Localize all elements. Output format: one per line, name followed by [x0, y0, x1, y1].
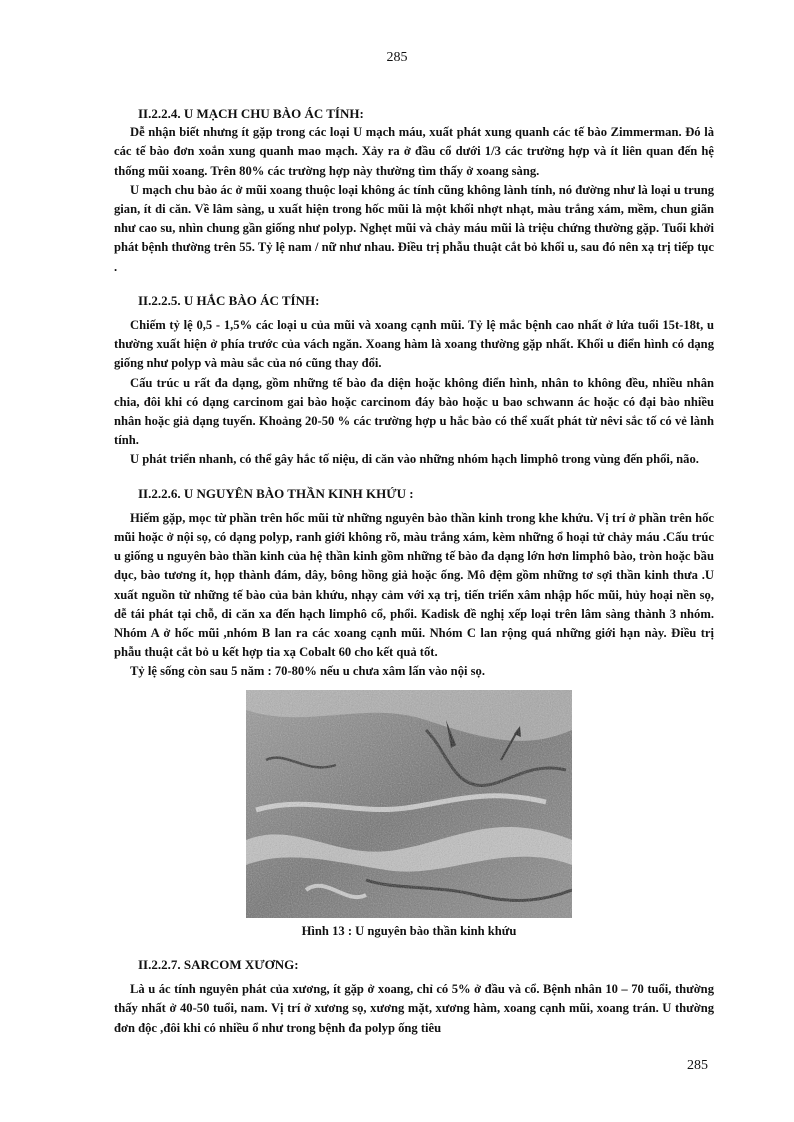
- paragraph: U phát triển nhanh, có thể gây hắc tố niệu, di căn vào những nhóm hạch limphô trong vùng đến phổi, não.: [130, 452, 699, 467]
- paragraph: Hiếm gặp, mọc từ phần trên hốc mũi từ những nguyên bào thần kinh trong khe khứu. Vị trí ở phần trên hốc mũi hoặc ở nội sọ, có dạng polyp, ranh giới không rõ, màu trắng xám, kèm những ổ hoại tử chảy máu .Cấu trúc u giống u nguyên bào thần kinh của hệ thần kinh gồm những tế bào đa dạng lớn hơn limphô bào, tròn hoặc bầu dục, bào tương ít, họp thành đám, dây, bông hồng giả hoặc ống. Mô đệm gồm những tơ sợi thần kinh thưa .U xuất nguồn từ những tế bào của bản khứu, nhạy cảm với xạ trị, tiến triển xâm nhập hốc mũi, hủy hoại nền sọ, dễ tái phát tại chỗ, di căn xa đến hạch limphô cổ, phổi. Kadisk đề nghị xếp loại trên lâm sàng thành 3 nhóm. Nhóm A ở hốc mũi ,nhóm B lan ra các xoang cạnh mũi. Nhóm C lan rộng quá những giới hạn này. Điều trị phẫu thuật cắt bỏ u kết hợp tia xạ Cobalt 60 cho kết quả tốt.: [114, 510, 714, 660]
- paragraph: Tỷ lệ sống còn sau 5 năm : 70-80% nếu u chưa xâm lấn vào nội sọ.: [130, 664, 485, 679]
- section-heading-4: II.2.2.7. SARCOM XƯƠNG:: [138, 956, 299, 972]
- paragraph: U mạch chu bào ác ở mũi xoang thuộc loại không ác tính cũng không lành tính, nó đường như là loại u trung gian, ít di căn. Về lâm sàng, u xuất hiện trong hốc mũi là một khối nhợt nhạt, màu trắng xám, mềm, chun giãn như cao su, nhìn chung gần giống như polyp. Nghẹt mũi và chảy máu mũi là triệu chứng thường gặp. Tuổi khởi phát bệnh thường trên 55. Tỷ lệ nam / nữ như nhau. Điều trị phẫu thuật cắt bỏ khối u, sau đó nên xạ trị tiếp tục .: [114, 182, 714, 274]
- figure-caption: Hình 13 : U nguyên bào thần kinh khứu: [301, 923, 517, 938]
- section-heading-2: II.2.2.5. U HẮC BÀO ÁC TÍNH:: [138, 292, 320, 308]
- paragraph: Chiếm tỷ lệ 0,5 - 1,5% các loại u của mũi và xoang cạnh mũi. Tỷ lệ mắc bệnh cao nhất ở lứa tuổi 15t-18t, u thường xuất hiện ở phía trước của vách ngăn. Xoang hàm là xoang thường gặp nhất. Khối u điển hình có dạng giống như polyp và màu sắc của nó cũng thay đổi.: [114, 318, 714, 371]
- section-heading-3: II.2.2.6. U NGUYÊN BÀO THẦN KINH KHỨU :: [138, 485, 414, 501]
- paragraph: Cấu trúc u rất đa dạng, gồm những tế bào đa diện hoặc không điển hình, nhân to không đều, nhiều nhân chia, đôi khi có dạng carcinom gai bào hoặc carcinom đáy bào hoặc u bao schwann ác hoặc có đại bào nhiều nhân hoặc giả dạng tuyến. Khoảng 20-50 % các trường hợp u hắc bào có thể xuất phát từ nêvi sắc tố có vẻ lành tính.: [114, 375, 714, 448]
- section-heading-1: II.2.2.4. U MẠCH CHU BÀO ÁC TÍNH:: [138, 106, 364, 121]
- figure-histology: [246, 690, 572, 941]
- paragraph: Dễ nhận biết nhưng ít gặp trong các loại U mạch máu, xuất phát xung quanh các tế bào Zimmerman. Đó là các tế bào đơn xoắn xung quanh mao mạch. Xảy ra ở đầu cổ dưới 1/3 các trường hợp và ít liên quan đến hệ thống mũi xoang. Trên 80% các trường hợp này thường tìm thấy ở xoang sàng.: [114, 125, 714, 178]
- page-number-bottom: 285: [687, 1058, 708, 1073]
- paragraph: Là u ác tính nguyên phát của xương, ít gặp ở xoang, chỉ có 5% ở đầu và cổ. Bệnh nhân 10 – 70 tuổi, thường thấy nhất ở 40-50 tuổi, nam. Vị trí ở xương sọ, xương mặt, xương hàm, xoang cạnh mũi, xoang trán. U thường đơn độc ,đôi khi có nhiều ổ như trong bệnh đa polyp ống tiêu: [114, 982, 714, 1035]
- document-body: [114, 104, 714, 1038]
- histology-photo: [246, 690, 572, 918]
- page-number-top: 285: [386, 50, 408, 65]
